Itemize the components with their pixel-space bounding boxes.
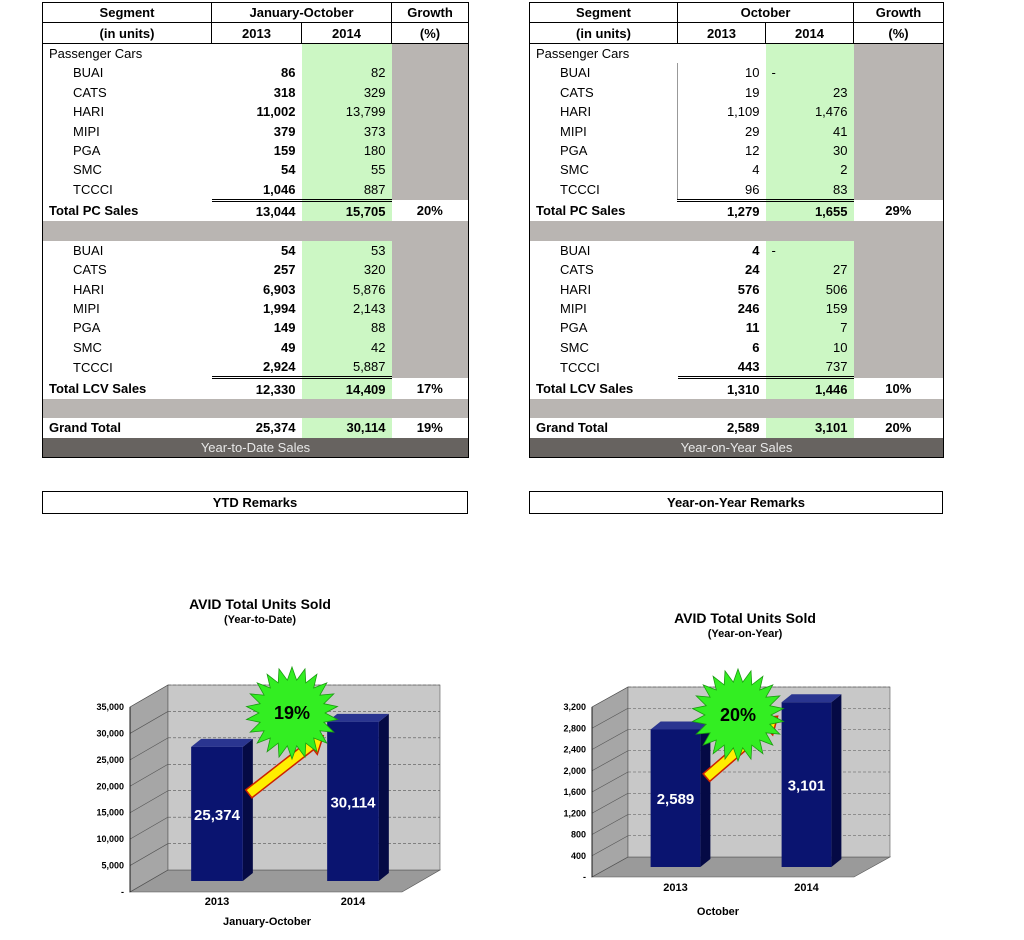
value-2014: 320 <box>302 260 392 279</box>
value-2013: 576 <box>678 279 766 298</box>
growth-cell <box>854 160 944 179</box>
growth-cell <box>854 180 944 201</box>
segment-name: CATS <box>73 262 107 278</box>
value-2013: 6 <box>678 338 766 357</box>
growth-cell <box>854 241 944 260</box>
value-2013: 96 <box>678 180 766 201</box>
grand-total-growth: 19% <box>392 418 469 437</box>
grand-total-2014: 3,101 <box>766 418 854 437</box>
y-tick-label: 25,000 <box>96 754 124 765</box>
bar-value-label: 3,101 <box>787 777 826 795</box>
y-tick-label: 1,200 <box>563 808 586 819</box>
value-2014: 7 <box>766 318 854 337</box>
chart-floor <box>130 870 440 892</box>
growth-cell <box>854 102 944 121</box>
total-pc-sales-2013: 13,044 <box>212 200 302 221</box>
value-2014: 1,476 <box>766 102 854 121</box>
yoy-units-chart <box>520 605 940 925</box>
y-tick-label: 3,200 <box>563 702 586 712</box>
value-2014: 23 <box>766 83 854 102</box>
x-category-label: 2014 <box>340 896 366 908</box>
chart-subtitle: (Year-to-Date) <box>223 614 297 626</box>
passenger-cars-label: Passenger Cars <box>536 45 630 61</box>
growth-unit-header: (%) <box>392 23 469 43</box>
chart-title: AVID Total Units Sold <box>189 596 331 612</box>
value-2013: 1,109 <box>678 102 766 121</box>
value-2014: 180 <box>302 141 392 160</box>
ytd-sales-panel <box>42 2 468 458</box>
total-lcv-sales-2014: 1,446 <box>766 378 854 399</box>
segment-name: PGA <box>560 142 588 158</box>
segment-name: HARI <box>560 104 592 120</box>
value-2014: 53 <box>302 241 392 260</box>
value-2013: 4 <box>678 241 766 260</box>
growth-header: Growth <box>854 3 944 23</box>
total-lcv-sales-label: Total LCV Sales <box>536 380 634 396</box>
segment-name: SMC <box>73 339 102 355</box>
value-2013: 6,903 <box>212 279 302 298</box>
value-2013: 24 <box>678 260 766 279</box>
bar-top <box>782 694 842 702</box>
value-2013: 159 <box>212 141 302 160</box>
value-2014: 42 <box>302 338 392 357</box>
total-lcv-sales-2013: 12,330 <box>212 378 302 399</box>
value-2013: 4 <box>678 160 766 179</box>
value-2013: 29 <box>678 121 766 140</box>
grand-total-2013: 2,589 <box>678 418 766 437</box>
growth-cell <box>392 141 469 160</box>
value-2014: - <box>766 63 854 82</box>
segment-name: TCCCI <box>560 359 600 375</box>
segment-name: PGA <box>73 320 101 336</box>
segment-name: MIPI <box>560 123 587 139</box>
section-spacer <box>530 399 944 418</box>
blank-cell <box>392 43 469 63</box>
growth-cell <box>392 121 469 140</box>
value-2014: 887 <box>302 180 392 201</box>
growth-cell <box>854 318 944 337</box>
segment-unit-header: (in units) <box>43 23 212 43</box>
value-2014: 30 <box>766 141 854 160</box>
table-footer-caption: Year-to-Date Sales <box>43 438 469 458</box>
year-2013-header: 2013 <box>678 23 766 43</box>
growth-cell <box>854 357 944 378</box>
x-axis-title: October <box>696 906 740 918</box>
value-2013: 54 <box>212 160 302 179</box>
y-tick-label: - <box>583 872 586 882</box>
y-tick-label: 2,000 <box>563 765 586 776</box>
yoy-remarks-box: Year-on-Year Remarks <box>529 491 943 514</box>
table-footer-caption: Year-on-Year Sales <box>530 438 944 458</box>
y-tick-label: - <box>121 887 124 897</box>
segment-name: TCCCI <box>560 182 600 198</box>
total-pc-sales-growth: 29% <box>854 200 944 221</box>
value-2014: 41 <box>766 121 854 140</box>
value-2013: 11,002 <box>212 102 302 121</box>
yoy-sales-table <box>529 2 944 458</box>
growth-cell <box>392 338 469 357</box>
value-2014: 159 <box>766 299 854 318</box>
bar-value-label: 30,114 <box>330 794 376 812</box>
blank-cell <box>212 43 302 63</box>
value-2013: 12 <box>678 141 766 160</box>
value-2013: 149 <box>212 318 302 337</box>
value-2014: 329 <box>302 83 392 102</box>
growth-cell <box>854 279 944 298</box>
y-tick-label: 30,000 <box>96 728 124 739</box>
growth-cell <box>392 241 469 260</box>
grand-total-label: Grand Total <box>536 420 608 436</box>
segment-name: BUAI <box>73 65 104 81</box>
growth-cell <box>392 83 469 102</box>
value-2013: 318 <box>212 83 302 102</box>
bar-side <box>831 694 841 867</box>
value-2014: 2 <box>766 160 854 179</box>
yoy-sales-panel <box>529 2 943 458</box>
segment-name: PGA <box>73 142 101 158</box>
period-header: January-October <box>212 3 392 23</box>
ytd-remarks-box: YTD Remarks <box>42 491 468 514</box>
value-2014: 2,143 <box>302 299 392 318</box>
growth-cell <box>854 83 944 102</box>
growth-cell <box>854 260 944 279</box>
value-2014: 13,799 <box>302 102 392 121</box>
x-category-label: 2014 <box>794 882 819 894</box>
bar-side <box>243 739 253 881</box>
y-tick-label: 800 <box>570 829 586 840</box>
segment-name: BUAI <box>560 242 591 258</box>
value-2013: 379 <box>212 121 302 140</box>
blank-cell <box>766 43 854 63</box>
growth-cell <box>392 102 469 121</box>
section-spacer <box>530 221 944 240</box>
value-2014: 88 <box>302 318 392 337</box>
y-tick-label: 2,400 <box>563 744 586 755</box>
x-axis-title: January-October <box>222 916 312 928</box>
value-2013: 1,046 <box>212 180 302 201</box>
growth-cell <box>854 63 944 82</box>
segment-name: TCCCI <box>73 359 113 375</box>
value-2013: 86 <box>212 63 302 82</box>
value-2013: 11 <box>678 318 766 337</box>
value-2013: 246 <box>678 299 766 318</box>
ytd-units-chart <box>40 590 480 935</box>
y-tick-label: 10,000 <box>96 834 124 845</box>
value-2014: 506 <box>766 279 854 298</box>
growth-percent-label: 20% <box>719 705 757 725</box>
growth-cell <box>392 318 469 337</box>
y-tick-label: 400 <box>570 850 586 861</box>
ytd-sales-table <box>42 2 469 458</box>
section-spacer <box>43 399 469 418</box>
value-2013: 19 <box>678 83 766 102</box>
value-2014: 5,876 <box>302 279 392 298</box>
segment-name: SMC <box>560 162 589 178</box>
y-tick-label: 2,800 <box>563 723 586 734</box>
growth-cell <box>392 160 469 179</box>
growth-cell <box>854 121 944 140</box>
total-lcv-sales-2013: 1,310 <box>678 378 766 399</box>
value-2013: 257 <box>212 260 302 279</box>
value-2013: 54 <box>212 241 302 260</box>
segment-name: BUAI <box>560 65 591 81</box>
blank-cell <box>854 43 944 63</box>
segment-name: CATS <box>560 262 594 278</box>
value-2013: 10 <box>678 63 766 82</box>
value-2014: 373 <box>302 121 392 140</box>
yoy-units-chart-svg <box>520 605 940 925</box>
chart-side-wall <box>130 685 168 892</box>
segment-name: HARI <box>73 281 105 297</box>
growth-cell <box>392 279 469 298</box>
growth-cell <box>392 260 469 279</box>
value-2013: 1,994 <box>212 299 302 318</box>
segment-name: CATS <box>73 84 107 100</box>
segment-name: MIPI <box>73 123 100 139</box>
value-2014: 10 <box>766 338 854 357</box>
y-tick-label: 15,000 <box>96 807 124 818</box>
segment-name: SMC <box>73 162 102 178</box>
grand-total-label: Grand Total <box>49 420 121 436</box>
grand-total-2013: 25,374 <box>212 418 302 437</box>
blank-cell <box>678 43 766 63</box>
total-lcv-sales-2014: 14,409 <box>302 378 392 399</box>
value-2013: 443 <box>678 357 766 378</box>
total-pc-sales-label: Total PC Sales <box>49 203 139 219</box>
blank-cell <box>302 43 392 63</box>
segment-unit-header: (in units) <box>530 23 678 43</box>
value-2014: - <box>766 241 854 260</box>
segment-name: PGA <box>560 320 588 336</box>
value-2013: 49 <box>212 338 302 357</box>
segment-name: SMC <box>560 339 589 355</box>
period-header: October <box>678 3 854 23</box>
total-pc-sales-growth: 20% <box>392 200 469 221</box>
y-tick-label: 35,000 <box>96 702 124 712</box>
bar-top <box>191 739 253 747</box>
year-2013-header: 2013 <box>212 23 302 43</box>
x-category-label: 2013 <box>204 896 230 908</box>
total-pc-sales-2013: 1,279 <box>678 200 766 221</box>
section-spacer <box>43 221 469 240</box>
total-pc-sales-2014: 1,655 <box>766 200 854 221</box>
growth-cell <box>392 180 469 201</box>
passenger-cars-label: Passenger Cars <box>49 45 143 61</box>
total-lcv-sales-growth: 17% <box>392 378 469 399</box>
segment-name: CATS <box>560 84 594 100</box>
value-2014: 737 <box>766 357 854 378</box>
year-2014-header: 2014 <box>766 23 854 43</box>
y-tick-label: 20,000 <box>96 781 124 792</box>
growth-percent-label: 19% <box>273 703 311 723</box>
value-2013: 2,924 <box>212 357 302 378</box>
segment-name: MIPI <box>73 301 100 317</box>
chart-title: AVID Total Units Sold <box>674 610 816 626</box>
growth-cell <box>392 63 469 82</box>
segment-name: HARI <box>73 104 105 120</box>
chart-subtitle: (Year-on-Year) <box>707 628 783 640</box>
value-2014: 82 <box>302 63 392 82</box>
growth-unit-header: (%) <box>854 23 944 43</box>
total-lcv-sales-growth: 10% <box>854 378 944 399</box>
value-2014: 55 <box>302 160 392 179</box>
bar-side <box>379 714 389 881</box>
grand-total-growth: 20% <box>854 418 944 437</box>
segment-name: HARI <box>560 281 592 297</box>
segment-header: Segment <box>530 3 678 23</box>
growth-cell <box>854 141 944 160</box>
growth-cell <box>854 299 944 318</box>
bar-value-label: 25,374 <box>194 806 240 824</box>
growth-cell <box>854 338 944 357</box>
total-pc-sales-label: Total PC Sales <box>536 203 626 219</box>
bar-value-label: 2,589 <box>656 791 695 809</box>
year-2014-header: 2014 <box>302 23 392 43</box>
growth-cell <box>392 357 469 378</box>
segment-name: BUAI <box>73 242 104 258</box>
growth-header: Growth <box>392 3 469 23</box>
chart-floor <box>592 857 890 877</box>
segment-name: TCCCI <box>73 182 113 198</box>
y-tick-label: 1,600 <box>563 787 586 797</box>
bar-top <box>327 714 389 722</box>
ytd-units-chart-svg <box>40 590 480 935</box>
x-category-label: 2013 <box>663 882 688 894</box>
growth-cell <box>392 299 469 318</box>
value-2014: 27 <box>766 260 854 279</box>
total-pc-sales-2014: 15,705 <box>302 200 392 221</box>
grand-total-2014: 30,114 <box>302 418 392 437</box>
value-2014: 5,887 <box>302 357 392 378</box>
total-lcv-sales-label: Total LCV Sales <box>49 380 147 396</box>
segment-name: MIPI <box>560 301 587 317</box>
y-tick-label: 5,000 <box>101 860 124 871</box>
value-2014: 83 <box>766 180 854 201</box>
segment-header: Segment <box>43 3 212 23</box>
